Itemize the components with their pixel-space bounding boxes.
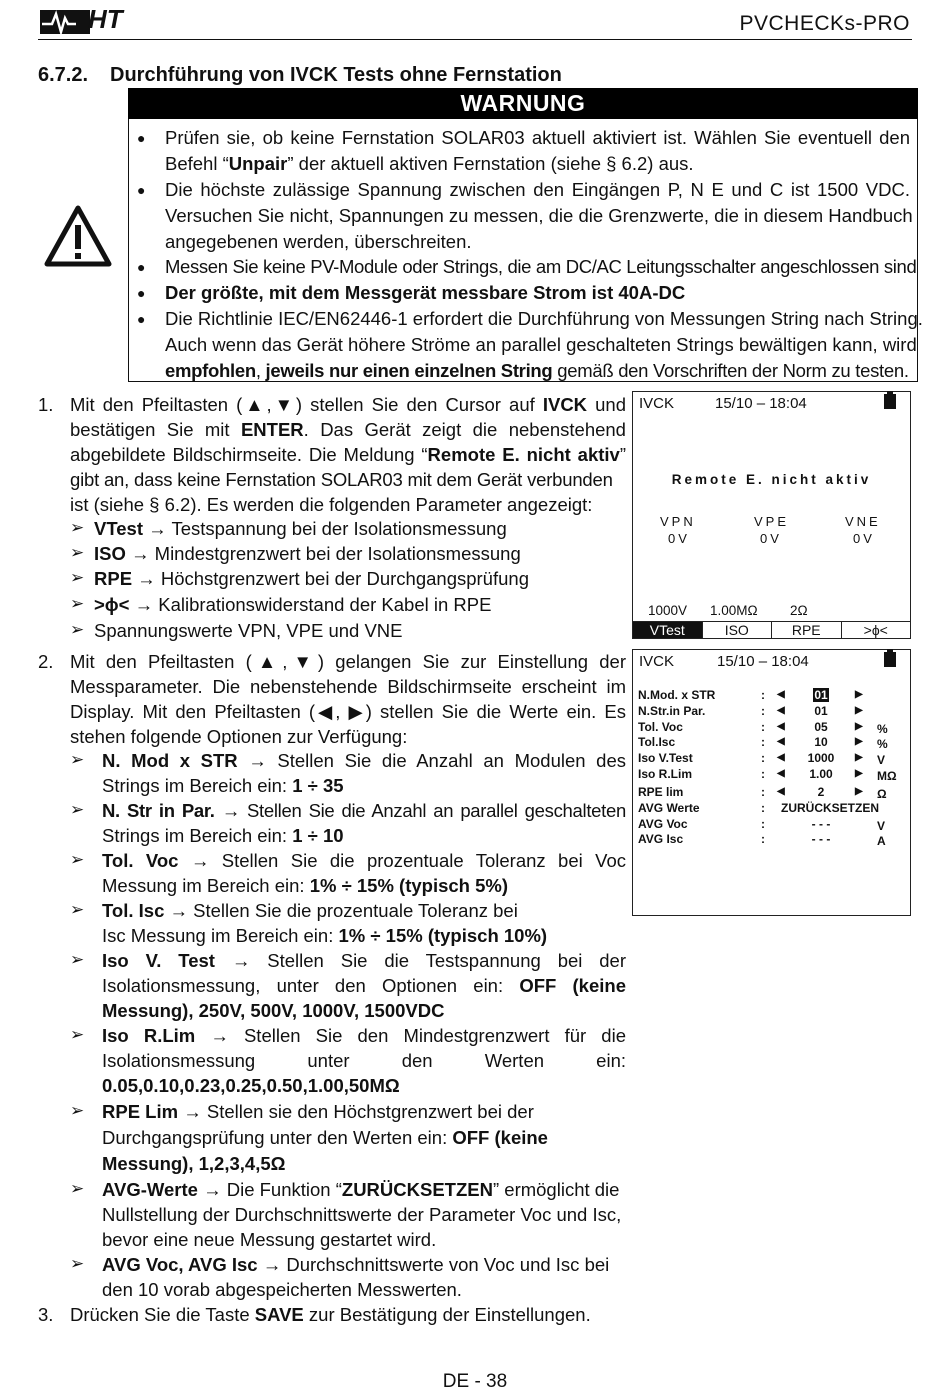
arrow-keys-up-down: ▲,▼ [242, 394, 296, 415]
warning-text [165, 151, 694, 177]
arrow-bullet-icon: ➢ [70, 800, 85, 819]
setting-value: ZURÜCKSETZEN [781, 801, 879, 815]
item-text: Stellen sie den Höchstgrenzwert bei der [206, 1101, 534, 1122]
setting-unit: A [877, 834, 886, 848]
warning-title: WARNUNG [128, 88, 918, 119]
setting-value: 01 [814, 704, 828, 718]
section-number: 6.7.2. [38, 64, 89, 86]
ht-logo [40, 6, 138, 36]
item-key: AVG-Werte [102, 1179, 198, 1200]
section-heading [38, 64, 562, 87]
text-bold: 1% ÷ 15% (typisch 5%) [309, 875, 509, 896]
list-item: AVG-Werte → Die Funktion “ZURÜCKSETZEN” ermöglicht die [102, 1179, 620, 1200]
text: zur Bestätigung der Einstellungen. [303, 1304, 591, 1325]
arrow-bullet-icon: ➢ [70, 850, 85, 869]
arrow-bullet-icon: ➢ [70, 950, 85, 969]
setting-value: 1000 [807, 751, 835, 765]
text: ) gelangen Sie zur Einstellung der [317, 651, 627, 672]
instrument-settings-screen [632, 649, 911, 916]
colon-separator: : [761, 720, 765, 734]
step-text: stehen folgende Optionen zur Verfügung: [70, 726, 408, 747]
item-key: RPE Lim [102, 1101, 179, 1122]
arrow-bullet-icon: ➢ [70, 1179, 85, 1198]
step-text [70, 1302, 591, 1327]
arrow-left-icon: ◀ [777, 752, 785, 763]
list-item-cont: Messung), 250V, 500V, 1000V, 1500VDC [102, 1000, 445, 1021]
item-key: ISO [94, 543, 126, 564]
text-bold: OFF (keine [452, 1127, 548, 1148]
text: ” der aktuell aktiven Fernstation (siehe § 6.2) aus. [287, 153, 694, 174]
vne-label: VNE [845, 514, 881, 529]
text: Display. Mit den Pfeiltasten ( [70, 701, 316, 722]
arrow-bullet-icon: ➢ [70, 568, 85, 587]
setting-value: 05 [814, 720, 828, 734]
colon-separator: : [761, 704, 765, 718]
colon-separator: : [761, 832, 765, 846]
arrow-bullet-icon: ➢ [70, 518, 85, 537]
vpe-label: VPE [754, 514, 790, 529]
header-divider [38, 39, 912, 40]
list-item-cont [102, 773, 344, 798]
text-bold: 1 ÷ 35 [292, 775, 344, 796]
vne-value: 0V [853, 531, 875, 546]
item-text: Stellen Sie die Testspannung bei der [267, 950, 627, 971]
logo-text: HT [88, 4, 123, 34]
item-key: VTest [94, 518, 144, 539]
setting-value: 1.00 [809, 767, 833, 781]
setting-unit: V [877, 753, 886, 767]
step-number: 2. [38, 651, 54, 672]
setting-label: Tol. Voc [638, 720, 683, 734]
text: Isc Messung im Bereich ein: [102, 925, 339, 946]
setting-value: 01 [814, 688, 828, 702]
step-text [70, 442, 626, 467]
setting-label: Iso V.Test [638, 751, 693, 765]
tab-vtest[interactable]: VTest [633, 621, 702, 638]
list-item: >ϕ< → Kalibrationswiderstand der Kabel in RPE [94, 594, 492, 615]
vpn-label: VPN [660, 514, 696, 529]
text: ) stellen Sie die Werte ein. Es [365, 701, 627, 722]
item-key: AVG Voc, AVG Isc [102, 1254, 258, 1275]
text: Mit den Pfeiltasten ( [70, 394, 243, 415]
setting-value: - - - [811, 817, 831, 831]
arrow-left-icon: ◀ [777, 705, 785, 716]
item-text: Durchschnittswerte von Voc und Isc bei [286, 1254, 610, 1275]
setting-label: AVG Voc [638, 817, 688, 831]
bullet: ● [137, 311, 146, 327]
colon-separator: : [761, 801, 765, 815]
step-text: Messparameter. Die nebenstehende Bildschirmseite erscheint im [70, 676, 626, 697]
text: und [587, 394, 626, 415]
softkey-tabs [633, 621, 910, 638]
arrow-left-icon: ◀ [777, 786, 785, 797]
text: Drücken Sie die Taste [70, 1304, 255, 1325]
text: Strings im Bereich ein: [102, 825, 293, 846]
item-key: N. Str in Par. [102, 800, 215, 821]
text: ” [619, 444, 626, 465]
list-item: Iso V. Test → Stellen Sie die Testspannung bei der [102, 950, 627, 971]
screen-datetime: 15/10 – 18:04 [715, 395, 807, 412]
arrow-left-icon: ◀ [777, 721, 785, 732]
arrow-right-icon: ▶ [855, 705, 863, 716]
list-item: VTest → Testspannung bei der Isolationsmessung [94, 518, 507, 539]
item-text: Kalibrationswiderstand der Kabel in RPE [158, 594, 492, 615]
screen-mode: IVCK [639, 653, 675, 670]
text-bold: jeweils nur einen einzelnen String [265, 360, 553, 381]
item-text: Testspannung bei der Isolationsmessung [171, 518, 507, 539]
item-text: Höchstgrenzwert bei der Durchgangsprüfung [160, 568, 529, 589]
warning-text: Der größte, mit dem Messgerät messbare Strom ist 40A-DC [165, 282, 686, 303]
list-item-cont: bevor eine neue Messung gestartet wird. [102, 1229, 437, 1250]
item-text: Stellen Sie die Anzahl an Modulen des [277, 750, 626, 771]
step-text [70, 417, 626, 442]
battery-icon [884, 652, 896, 667]
setting-unit: V [877, 819, 886, 833]
tab-rpe[interactable]: RPE [771, 621, 841, 638]
arrow-bullet-icon: ➢ [70, 1025, 85, 1044]
step-number: 1. [38, 394, 54, 415]
setting-label: AVG Werte [638, 801, 700, 815]
arrow-bullet-icon: ➢ [70, 750, 85, 769]
rpe-value: 2Ω [790, 603, 808, 618]
warning-text: Versuchen Sie nicht, Spannungen zu messen, die die Grenzwerte, die in diesem Handbuch [165, 205, 913, 226]
list-item-cont: Messung), 1,2,3,4,5Ω [102, 1153, 286, 1174]
text: Strings im Bereich ein: [102, 775, 293, 796]
list-item-cont: 0.05,0.10,0.23,0.25,0.50,1.00,50MΩ [102, 1075, 400, 1096]
arrow-right-icon: ▶ [855, 689, 863, 700]
bullet: ● [137, 182, 146, 198]
item-text: Stellen Sie die prozentuale Toleranz bei Voc [221, 850, 626, 871]
arrow-right-icon: ▶ [855, 752, 863, 763]
item-text: Mindestgrenzwert bei der Isolationsmessung [154, 543, 521, 564]
vpe-value: 0V [760, 531, 782, 546]
arrow-bullet-icon: ➢ [70, 1101, 85, 1120]
item-text: Stellen Sie den Mindestgrenzwert für die [243, 1025, 626, 1046]
text-bold: empfohlen [165, 360, 256, 381]
list-item-cont [102, 823, 344, 848]
step-text [70, 392, 626, 417]
setting-label: RPE lim [638, 785, 684, 799]
list-item-cont [102, 873, 508, 898]
text-bold: ENTER [240, 419, 304, 440]
tab-calibration[interactable]: >ϕ< [841, 621, 911, 638]
list-item: RPE Lim → Stellen sie den Höchstgrenzwert bei der [102, 1101, 534, 1122]
warning-triangle-icon [44, 205, 112, 267]
list-item-cont: den 10 vorab abgespeicherten Messwerten. [102, 1279, 462, 1300]
setting-label: N.Mod. x STR [638, 688, 716, 702]
text: Isolationsmessung, unter den Optionen ein: [102, 975, 520, 996]
text-bold: OFF (keine [519, 975, 626, 996]
step-text [70, 649, 626, 674]
warning-text: Auch wenn das Gerät höhere Ströme an parallel geschalteten Strings bewältigen kann, wird [165, 334, 917, 355]
arrow-bullet-icon: ➢ [70, 543, 85, 562]
item-key: Iso V. Test [102, 950, 215, 971]
step-text [70, 699, 626, 724]
vtest-value: 1000V [648, 603, 688, 618]
text: ) stellen Sie den Cursor auf [295, 394, 543, 415]
iso-value: 1.00MΩ [710, 603, 758, 618]
arrow-right-icon: ▶ [855, 786, 863, 797]
product-name: PVCHECKs-PRO [739, 12, 910, 35]
text: . Das Gerät zeigt die nebenstehend [303, 419, 626, 440]
bullet: ● [137, 130, 146, 146]
item-text: Stellen Sie die prozentuale Toleranz bei [193, 900, 518, 921]
item-key: >ϕ< [94, 594, 130, 615]
bullet: ● [137, 285, 146, 301]
text-bold: SAVE [254, 1304, 304, 1325]
arrow-left-icon: ◀ [777, 736, 785, 747]
text: , [255, 360, 266, 381]
item-text: ” ermöglicht die [492, 1179, 620, 1200]
warning-text: Die Richtlinie IEC/EN62446-1 erfordert die Durchführung von Messungen String nach String. [165, 308, 923, 329]
colon-separator: : [761, 785, 765, 799]
heartbeat-logo-icon [40, 8, 90, 36]
text: abgebildete Bildschirmseite. Die Meldung “ [70, 444, 428, 465]
setting-value: - - - [811, 832, 831, 846]
arrow-left-icon: ◀ [777, 689, 785, 700]
text: bestätigen Sie mit [70, 419, 241, 440]
arrow-keys-left-right: ◀, ▶ [315, 701, 366, 722]
list-item-cont [102, 923, 547, 948]
warning-text: Die höchste zulässige Spannung zwischen den Eingängen P, N E und C ist 1500 VDC. [165, 179, 910, 200]
list-item: ISO → Mindestgrenzwert bei der Isolationsmessung [94, 543, 521, 564]
arrow-bullet-icon: ➢ [70, 1254, 85, 1273]
step-text: ist (siehe § 6.2). Es werden die folgenden Parameter angezeigt: [70, 494, 593, 515]
setting-value: 10 [814, 735, 828, 749]
list-item: Iso R.Lim → Stellen Sie den Mindestgrenzwert für die [102, 1025, 626, 1046]
text-bold: Remote E. nicht aktiv [427, 444, 620, 465]
item-key: Tol. Voc [102, 850, 179, 871]
item-text: Die Funktion “ [226, 1179, 342, 1200]
text-bold: ZURÜCKSETZEN [341, 1179, 493, 1200]
setting-label: Tol.Isc [638, 735, 676, 749]
bullet: ● [137, 259, 146, 275]
text-bold: Unpair [228, 153, 288, 174]
step-text: gibt an, dass keine Fernstation SOLAR03 mit dem Gerät verbunden [70, 469, 613, 490]
text: Messung im Bereich ein: [102, 875, 310, 896]
remote-status-message: Remote E. nicht aktiv [671, 472, 872, 487]
arrow-keys-up-down: ▲,▼ [251, 651, 318, 672]
arrow-right-icon: ▶ [855, 736, 863, 747]
arrow-bullet-icon: ➢ [70, 900, 85, 919]
setting-label: AVG Isc [638, 832, 684, 846]
list-item-cont [102, 973, 626, 998]
warning-text: angegebenen werden, überschreiten. [165, 231, 472, 252]
list-item: Tol. Voc → Stellen Sie die prozentuale Toleranz bei Voc [102, 850, 626, 871]
colon-separator: : [761, 767, 765, 781]
list-item: Spannungswerte VPN, VPE und VNE [94, 620, 403, 641]
tab-iso[interactable]: ISO [702, 621, 772, 638]
arrow-bullet-icon: ➢ [70, 594, 85, 613]
text: Mit den Pfeiltasten ( [70, 651, 252, 672]
warning-text: Messen Sie keine PV-Module oder Strings, die am DC/AC Leitungsschalter angeschlossen sind [165, 256, 917, 277]
setting-unit: MΩ [877, 769, 897, 783]
screen-mode: IVCK [639, 395, 675, 412]
text: Durchgangsprüfung unter den Werten ein: [102, 1127, 453, 1148]
setting-unit: Ω [877, 787, 887, 801]
colon-separator: : [761, 751, 765, 765]
screen-datetime: 15/10 – 18:04 [717, 653, 809, 670]
setting-unit: % [877, 737, 888, 751]
setting-unit: % [877, 722, 888, 736]
setting-label: N.Str.in Par. [638, 704, 706, 718]
warning-text [165, 358, 909, 384]
text: Befehl “ [165, 153, 229, 174]
list-item: RPE → Höchstgrenzwert bei der Durchgangsprüfung [94, 568, 529, 589]
text-bold: IVCK [542, 394, 588, 415]
text-bold: 1% ÷ 15% (typisch 10%) [338, 925, 548, 946]
item-key: Iso R.Lim [102, 1025, 196, 1046]
colon-separator: : [761, 688, 765, 702]
text: gemäß den Vorschriften der Norm zu testen. [552, 360, 909, 381]
list-item-cont: Isolationsmessung unter den Werten ein: [102, 1050, 626, 1071]
step-number: 3. [38, 1304, 54, 1325]
colon-separator: : [761, 817, 765, 831]
list-item: N. Str in Par. → Stellen Sie die Anzahl an parallel geschalteten [102, 800, 626, 821]
list-item-cont [102, 1125, 548, 1150]
vpn-value: 0V [668, 531, 690, 546]
text-bold: 1 ÷ 10 [292, 825, 344, 846]
section-title: Durchführung von IVCK Tests ohne Fernstation [110, 64, 562, 86]
setting-value: 2 [817, 785, 825, 799]
page-number: DE - 38 [442, 1371, 508, 1392]
arrow-right-icon: ▶ [855, 721, 863, 732]
item-text: Stellen Sie die Anzahl an parallel geschalteten [247, 800, 626, 821]
setting-label: Iso R.Lim [638, 767, 693, 781]
arrow-bullet-icon: ➢ [70, 620, 85, 639]
arrow-right-icon: ▶ [855, 768, 863, 779]
list-item: N. Mod x STR → Stellen Sie die Anzahl an Modulen des [102, 750, 626, 771]
list-item: AVG Voc, AVG Isc → Durchschnittswerte von Voc und Isc bei [102, 1254, 610, 1275]
list-item-cont: Nullstellung der Durchschnittswerte der Parameter Voc und Isc, [102, 1204, 622, 1225]
colon-separator: : [761, 735, 765, 749]
item-key: N. Mod x STR [102, 750, 238, 771]
battery-icon [884, 394, 896, 409]
instrument-screen-ivck [632, 391, 911, 639]
list-item: Tol. Isc → Stellen Sie die prozentuale Toleranz bei [102, 900, 518, 921]
item-key: RPE [94, 568, 133, 589]
item-key: Tol. Isc [102, 900, 165, 921]
arrow-left-icon: ◀ [777, 768, 785, 779]
warning-text: Prüfen sie, ob keine Fernstation SOLAR03 aktuell aktiviert ist. Wählen Sie eventuell den [165, 127, 910, 148]
